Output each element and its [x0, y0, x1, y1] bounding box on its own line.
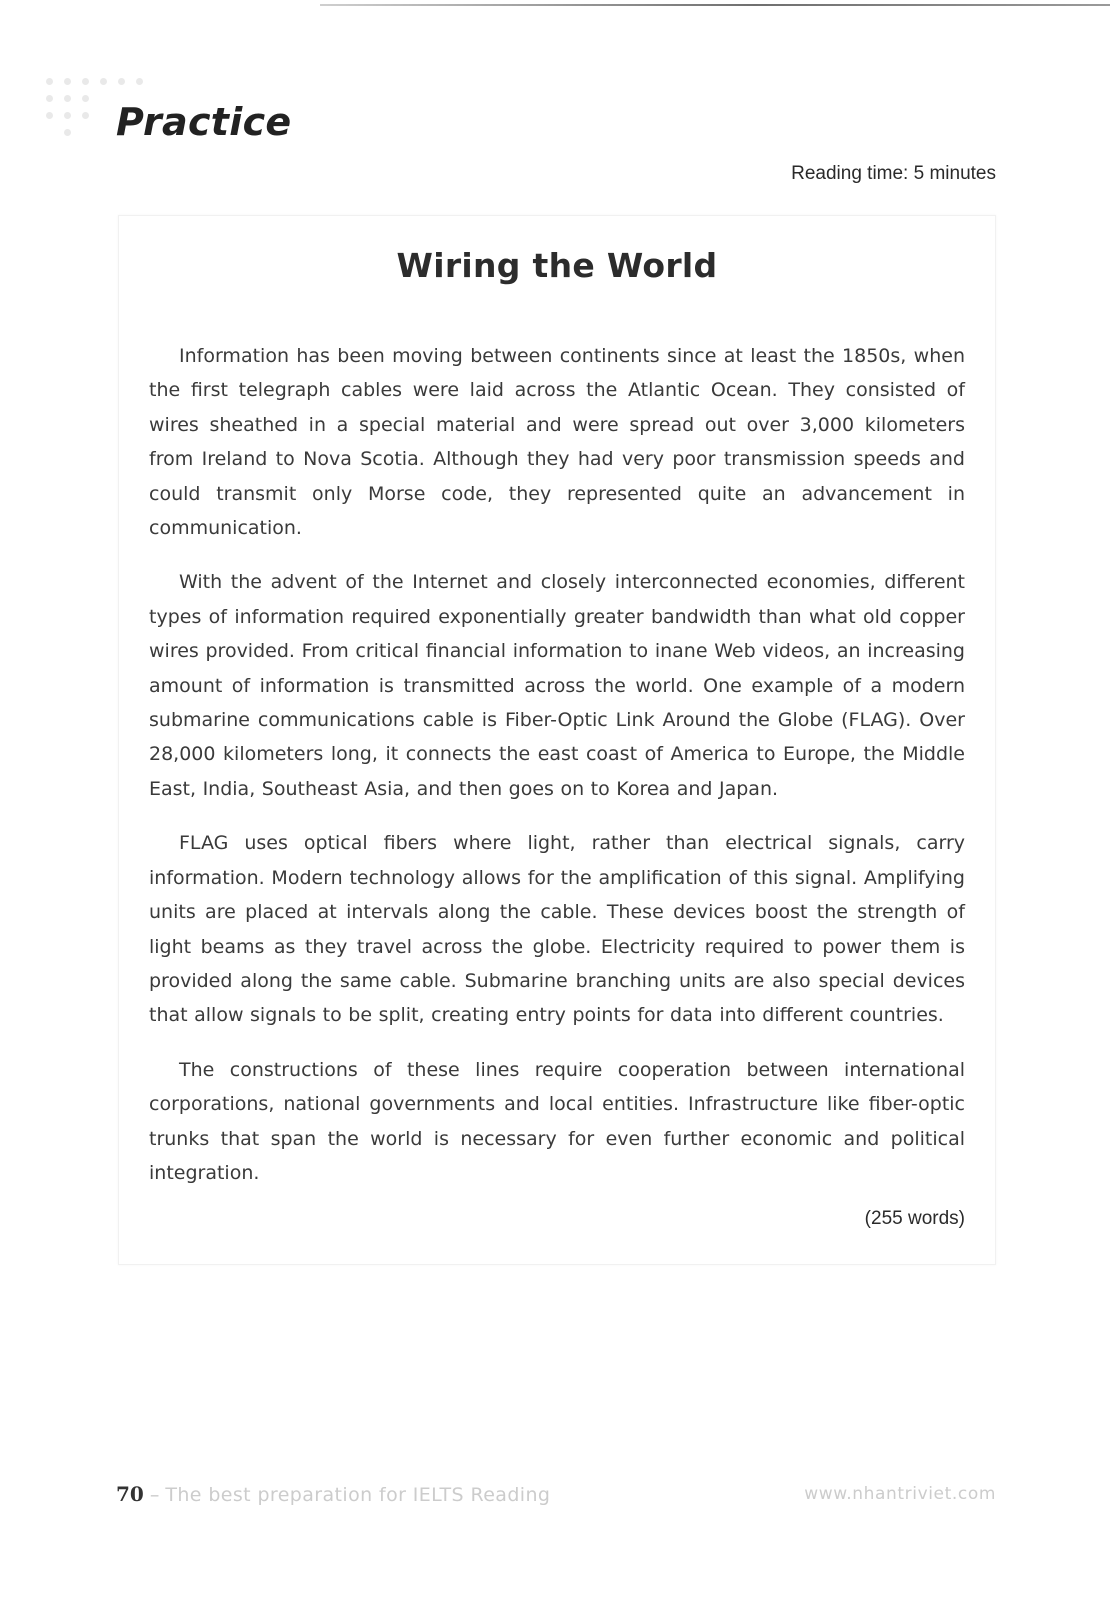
passage-box [118, 215, 996, 1265]
section-heading: Practice [116, 100, 292, 144]
footer-left [116, 1482, 550, 1506]
passage-body [149, 339, 965, 1210]
book-title: The best preparation for IELTS Reading [165, 1484, 551, 1506]
reading-time: Reading time: 5 minutes [791, 163, 996, 184]
word-count: (255 words) [864, 1208, 965, 1229]
paragraph-4: The constructions of these lines require cooperation between international corporations, national governments and local entities. Infrastructure like fiber-optic trunks that span the world is necessary for even further economic and political integration. [149, 1058, 965, 1184]
top-rule [320, 4, 1110, 6]
page-number: 70 [116, 1482, 144, 1506]
paragraph-1: Information has been moving between continents since at least the 1850s, when the first telegraph cables were laid across the Atlantic Ocean. They consisted of wires sheathed in a special material and were spread out over 3,000 kilometers from Ireland to Nova Scotia. Although they had very poor transmission speeds and could transmit only Morse code, they represented quite an advancement in communication. [149, 345, 965, 540]
footer-separator: – [149, 1484, 160, 1506]
paragraph-2: With the advent of the Internet and closely interconnected economies, different types of information required exponentially greater bandwidth than what old copper wires provided. From critical financial information to inane Web videos, an increasing amount of information is transmitted across the world. One example of a modern submarine communications cable is Fiber-Optic Link Around the Globe (FLAG). Over 28,000 kilometers long, it connects the east coast of America to Europe, the Middle East, India, Southeast Asia, and then goes on to Korea and Japan. [149, 571, 965, 800]
passage-title: Wiring the World [396, 246, 718, 285]
website-url: www.nhantriviet.com [804, 1484, 996, 1504]
paragraph-3: FLAG uses optical fibers where light, rather than electrical signals, carry information. Modern technology allows for the amplification of this signal. Amplifying units are placed at intervals along the cable. These devices boost the strength of light beams as they travel across the globe. Electricity required to power them is provided along the same cable. Submarine branching units are also special devices that allow signals to be split, creating entry points for data into different countries. [149, 832, 965, 1027]
